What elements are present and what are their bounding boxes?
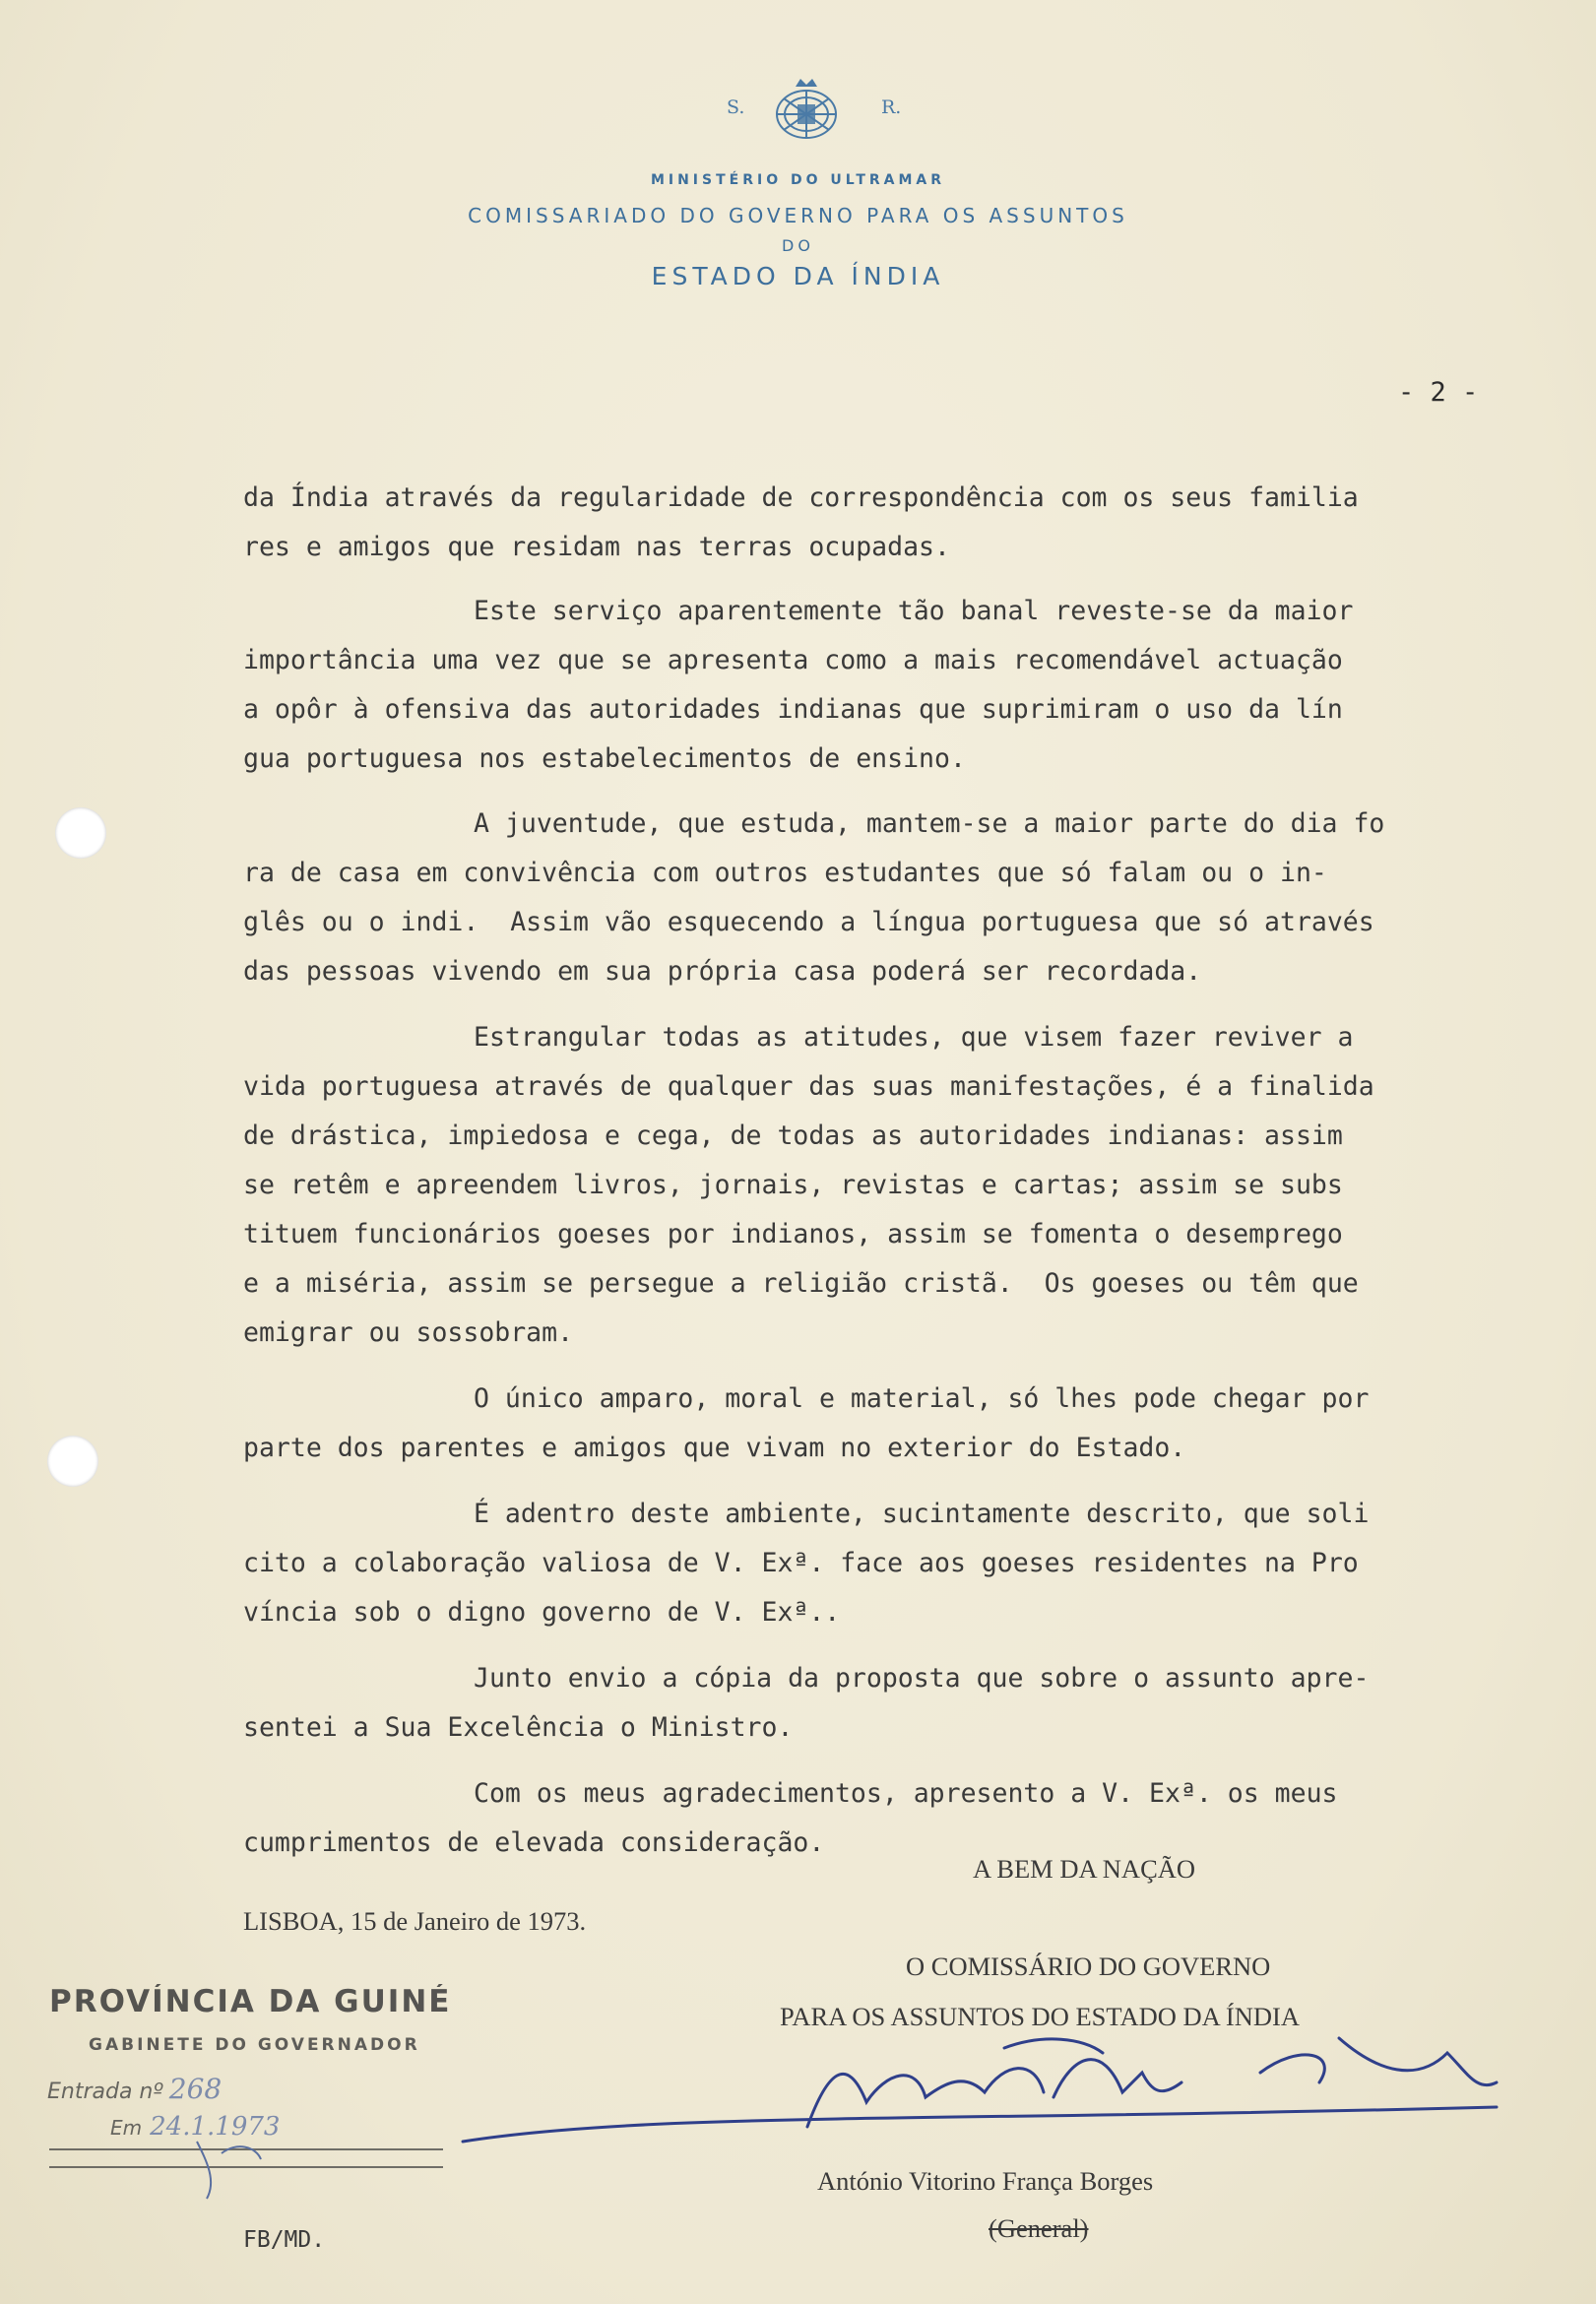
stamp-entry — [47, 2073, 222, 2105]
handwritten-signature — [453, 2014, 1516, 2171]
stamp-date-label: Em — [110, 2116, 143, 2140]
body-line: das pessoas vivendo em sua própria casa poderá ser recordada. — [243, 956, 1202, 987]
closing-name: António Vitorino França Borges — [817, 2166, 1154, 2196]
letterhead-ministry: MINISTÉRIO DO ULTRAMAR — [650, 172, 946, 188]
body-line: se retêm e apreendem livros, jornais, revistas e cartas; assim se subs — [243, 1170, 1343, 1200]
closing-title2: PARA OS ASSUNTOS DO ESTADO DA ÍNDIA — [780, 2002, 1300, 2031]
body-line: ra de casa em convivência com outros estudantes que só falam ou o in- — [243, 858, 1327, 888]
letterhead-line2: COMISSARIADO DO GOVERNO PARA OS ASSUNTOS — [468, 204, 1128, 227]
letterhead-r: R. — [881, 96, 902, 118]
body-line: e a miséria, assim se persegue a religião cristã. Os goeses ou têm que — [243, 1268, 1359, 1299]
body-line: de drástica, impiedosa e cega, de todas as autoridades indianas: assim — [243, 1120, 1343, 1151]
body-line: importância uma vez que se apresenta como a mais recomendável actuação — [243, 645, 1343, 675]
page-number: - 2 - — [1398, 377, 1479, 408]
punch-hole-bottom — [47, 1436, 98, 1487]
stamp-rules — [49, 2142, 453, 2201]
body-line: gua portuguesa nos estabelecimentos de ensino. — [243, 743, 966, 774]
punch-hole-top — [55, 807, 106, 859]
body-line: O único amparo, moral e material, só lhes pode chegar por — [474, 1383, 1370, 1414]
body-line: glês ou o indi. Assim vão esquecendo a língua portuguesa que só através — [243, 907, 1374, 937]
letterhead-line3: DO — [782, 236, 814, 255]
stamp-date — [110, 2112, 280, 2142]
typist-initials: FB/MD. — [243, 2227, 326, 2253]
closing-rank: (General) — [989, 2213, 1089, 2243]
closing-title1: O COMISSÁRIO DO GOVERNO — [906, 1952, 1271, 1981]
body-line: parte dos parentes e amigos que vivam no exterior do Estado. — [243, 1433, 1186, 1463]
body-line: tituem funcionários goeses por indianos, assim se fomenta o desemprego — [243, 1219, 1343, 1249]
body-line: Estrangular todas as atitudes, que visem fazer reviver a — [474, 1022, 1354, 1053]
body-line: A juventude, que estuda, mantem-se a maior parte do dia fo — [474, 808, 1385, 839]
body-line: cumprimentos de elevada consideração. — [243, 1827, 825, 1858]
stamp-entry-label: Entrada nº — [47, 2080, 163, 2104]
body-line: Junto envio a cópia da proposta que sobre o assunto apre- — [474, 1663, 1370, 1694]
letterhead-s: S. — [727, 96, 745, 118]
body-line: a opôr à ofensiva das autoridades indianas que suprimiram o uso da lín — [243, 694, 1343, 725]
body-line: da Índia através da regularidade de correspondência com os seus familia — [243, 482, 1359, 513]
body-line: emigrar ou sossobram. — [243, 1317, 574, 1348]
body-line: cito a colaboração valiosa de V. Exª. face aos goeses residentes na Pro — [243, 1548, 1359, 1578]
body-line: sentei a Sua Excelência o Ministro. — [243, 1712, 794, 1743]
body-line: Com os meus agradecimentos, apresento a V. Exª. os meus — [474, 1778, 1338, 1809]
closing-place-date: LISBOA, 15 de Janeiro de 1973. — [243, 1906, 587, 1936]
letterhead-line4: ESTADO DA ÍNDIA — [651, 262, 945, 290]
stamp-line2: GABINETE DO GOVERNADOR — [89, 2035, 420, 2055]
stamp-line1: PROVÍNCIA DA GUINÉ — [49, 1984, 452, 2019]
body-line: víncia sob o digno governo de V. Exª.. — [243, 1597, 841, 1628]
letter-body — [243, 0, 1543, 1858]
body-line: vida portuguesa através de qualquer das suas manifestações, é a finalida — [243, 1071, 1374, 1102]
stamp-entry-number: 268 — [168, 2073, 223, 2105]
body-line: res e amigos que residam nas terras ocupadas. — [243, 532, 950, 562]
body-line: É adentro deste ambiente, sucintamente descrito, que soli — [474, 1499, 1370, 1529]
stamp-date-value: 24.1.1973 — [150, 2112, 281, 2142]
body-line: Este serviço aparentemente tão banal reveste-se da maior — [474, 596, 1354, 626]
closing-motto: A BEM DA NAÇÃO — [973, 1854, 1196, 1884]
